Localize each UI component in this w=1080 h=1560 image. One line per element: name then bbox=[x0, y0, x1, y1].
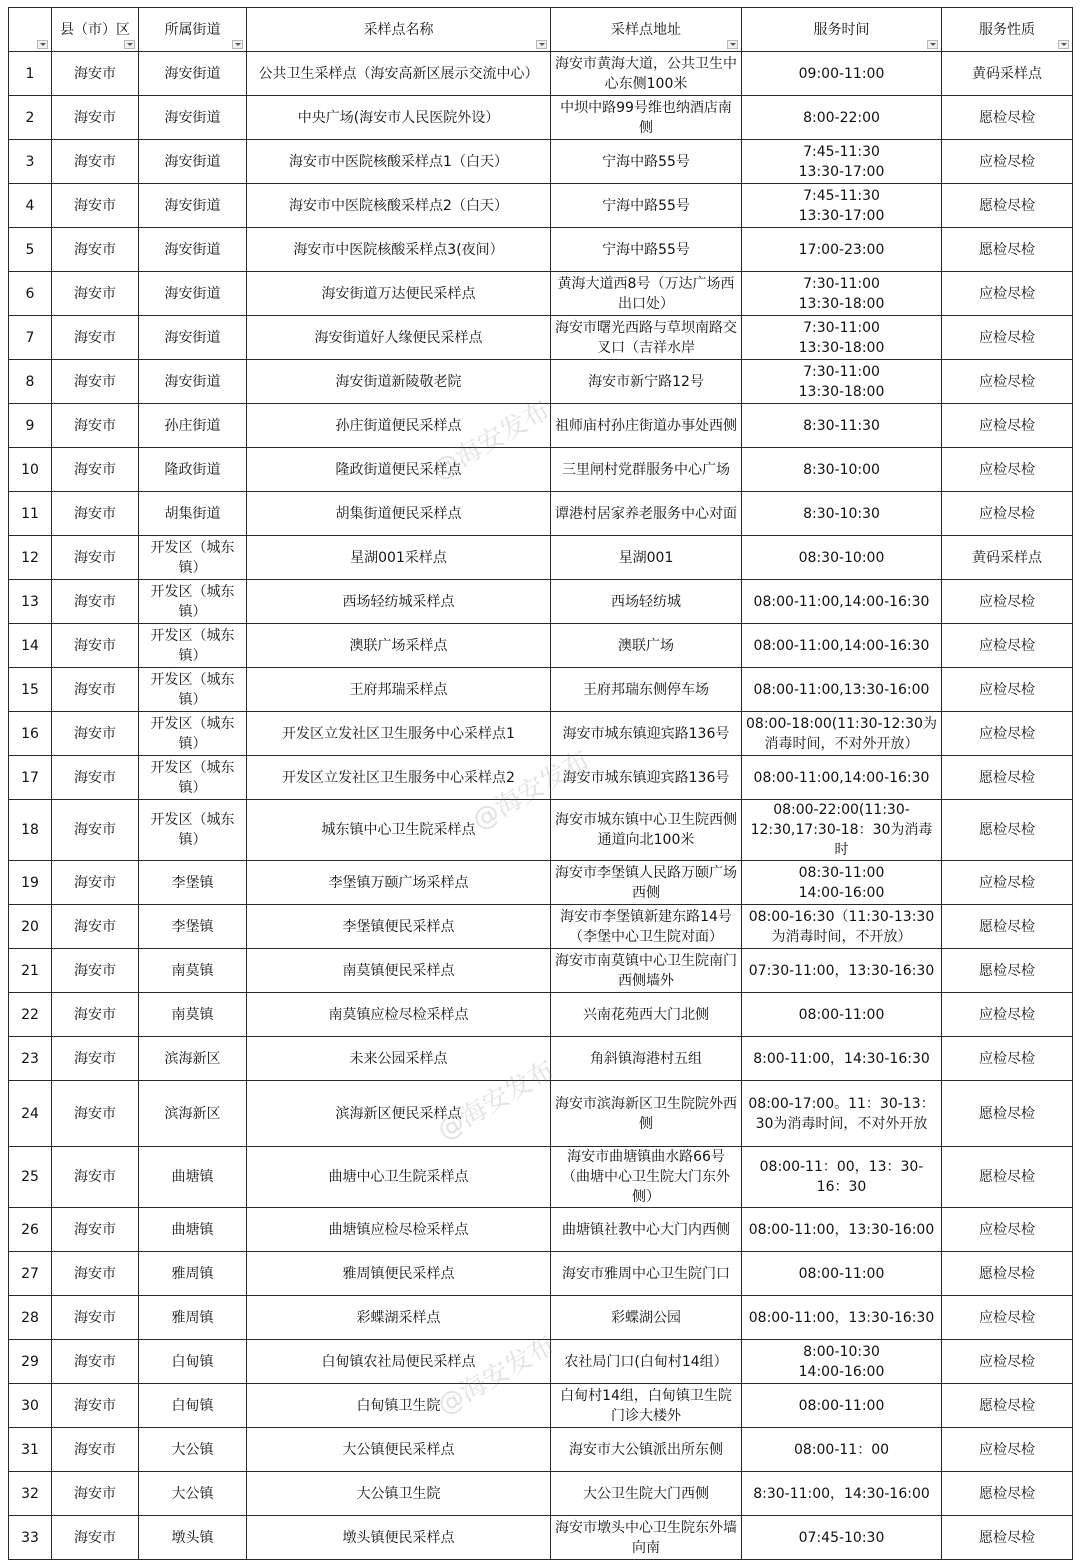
cell-street: 开发区（城东镇） bbox=[139, 712, 247, 756]
cell-index: 6 bbox=[9, 272, 52, 316]
cell-site-name: 海安街道新陵敬老院 bbox=[247, 360, 551, 404]
cell-site-address: 海安市李堡镇新建东路14号（李堡中心卫生院对面） bbox=[551, 905, 742, 949]
cell-county: 海安市 bbox=[52, 140, 139, 184]
cell-service-time: 08:00-11:00,13:30-16:00 bbox=[742, 668, 942, 712]
cell-site-address: 中坝中路99号维也纳酒店南侧 bbox=[551, 96, 742, 140]
cell-index: 2 bbox=[9, 96, 52, 140]
cell-service-time: 08:00-11:00,14:00-16:30 bbox=[742, 756, 942, 800]
table-row bbox=[9, 448, 1073, 492]
table-row bbox=[9, 536, 1073, 580]
cell-index: 10 bbox=[9, 448, 52, 492]
cell-index: 22 bbox=[9, 993, 52, 1037]
cell-index: 13 bbox=[9, 580, 52, 624]
cell-index: 33 bbox=[9, 1516, 52, 1560]
cell-service-type: 愿检尽检 bbox=[942, 1252, 1073, 1296]
cell-site-name: 白甸镇农社局便民采样点 bbox=[247, 1340, 551, 1384]
header-street: 所属街道 bbox=[139, 8, 247, 52]
cell-index: 27 bbox=[9, 1252, 52, 1296]
cell-index: 28 bbox=[9, 1296, 52, 1340]
cell-site-name: 公共卫生采样点（海安高新区展示交流中心） bbox=[247, 52, 551, 96]
cell-site-name: 大公镇卫生院 bbox=[247, 1472, 551, 1516]
cell-index: 21 bbox=[9, 949, 52, 993]
cell-county: 海安市 bbox=[52, 448, 139, 492]
cell-site-address: 谭港村居家养老服务中心对面 bbox=[551, 492, 742, 536]
cell-service-type: 应检尽检 bbox=[942, 272, 1073, 316]
cell-site-name: 海安市中医院核酸采样点2（白天） bbox=[247, 184, 551, 228]
table-row bbox=[9, 1296, 1073, 1340]
cell-site-name: 海安市中医院核酸采样点3(夜间） bbox=[247, 228, 551, 272]
cell-service-time: 09:00-11:00 bbox=[742, 52, 942, 96]
cell-street: 滨海新区 bbox=[139, 1081, 247, 1147]
cell-service-time: 8:30-10:00 bbox=[742, 448, 942, 492]
cell-service-time: 7:45-11:30 13:30-17:00 bbox=[742, 184, 942, 228]
cell-service-time: 08:00-11:00，13:30-16:00 bbox=[742, 1208, 942, 1252]
cell-service-type: 应检尽检 bbox=[942, 492, 1073, 536]
cell-county: 海安市 bbox=[52, 1340, 139, 1384]
cell-service-time: 08:00-11:00，13:30-16:30 bbox=[742, 1296, 942, 1340]
header-service-type: 服务性质 bbox=[942, 8, 1073, 52]
cell-service-time: 08:30-10:00 bbox=[742, 536, 942, 580]
cell-county: 海安市 bbox=[52, 1296, 139, 1340]
table-row bbox=[9, 1252, 1073, 1296]
table-row bbox=[9, 1081, 1073, 1147]
cell-site-name: 曲塘中心卫生院采样点 bbox=[247, 1147, 551, 1208]
cell-site-name: 大公镇便民采样点 bbox=[247, 1428, 551, 1472]
cell-service-type: 应检尽检 bbox=[942, 1296, 1073, 1340]
table-row bbox=[9, 1472, 1073, 1516]
cell-site-name: 李堡镇便民采样点 bbox=[247, 905, 551, 949]
cell-site-address: 澳联广场 bbox=[551, 624, 742, 668]
cell-service-time: 08:30-11:00 14:00-16:00 bbox=[742, 861, 942, 905]
cell-index: 23 bbox=[9, 1037, 52, 1081]
cell-street: 大公镇 bbox=[139, 1472, 247, 1516]
cell-service-type: 应检尽检 bbox=[942, 712, 1073, 756]
cell-index: 7 bbox=[9, 316, 52, 360]
cell-service-time: 7:45-11:30 13:30-17:00 bbox=[742, 140, 942, 184]
cell-site-name: 中央广场(海安市人民医院外设） bbox=[247, 96, 551, 140]
cell-service-time: 8:30-10:30 bbox=[742, 492, 942, 536]
cell-site-name: 墩头镇便民采样点 bbox=[247, 1516, 551, 1560]
cell-service-type: 愿检尽检 bbox=[942, 184, 1073, 228]
cell-site-name: 海安街道万达便民采样点 bbox=[247, 272, 551, 316]
cell-site-address: 海安市城东镇迎宾路136号 bbox=[551, 756, 742, 800]
cell-site-name: 南莫镇便民采样点 bbox=[247, 949, 551, 993]
filter-dropdown-icon[interactable] bbox=[37, 40, 48, 49]
cell-street: 开发区（城东镇） bbox=[139, 580, 247, 624]
cell-service-type: 应检尽检 bbox=[942, 1208, 1073, 1252]
cell-service-type: 应检尽检 bbox=[942, 140, 1073, 184]
table-row bbox=[9, 1037, 1073, 1081]
cell-county: 海安市 bbox=[52, 993, 139, 1037]
header-row bbox=[9, 8, 1073, 52]
table-row bbox=[9, 1516, 1073, 1560]
cell-street: 白甸镇 bbox=[139, 1340, 247, 1384]
cell-site-address: 海安市城东镇迎宾路136号 bbox=[551, 712, 742, 756]
cell-service-type: 愿检尽检 bbox=[942, 949, 1073, 993]
cell-site-name: 城东镇中心卫生院采样点 bbox=[247, 800, 551, 861]
cell-site-address: 海安市曲塘镇曲水路66号（曲塘中心卫生院大门东外侧） bbox=[551, 1147, 742, 1208]
cell-street: 开发区（城东镇） bbox=[139, 536, 247, 580]
cell-street: 开发区（城东镇） bbox=[139, 800, 247, 861]
cell-index: 30 bbox=[9, 1384, 52, 1428]
cell-street: 海安街道 bbox=[139, 140, 247, 184]
cell-site-address: 西场轻纺城 bbox=[551, 580, 742, 624]
cell-site-name: 海安街道好人缘便民采样点 bbox=[247, 316, 551, 360]
cell-street: 开发区（城东镇） bbox=[139, 624, 247, 668]
cell-street: 南莫镇 bbox=[139, 949, 247, 993]
cell-county: 海安市 bbox=[52, 712, 139, 756]
cell-site-address: 海安市大公镇派出所东侧 bbox=[551, 1428, 742, 1472]
cell-service-type: 应检尽检 bbox=[942, 993, 1073, 1037]
table-row bbox=[9, 949, 1073, 993]
cell-service-time: 08:00-11：00，13：30-16：30 bbox=[742, 1147, 942, 1208]
cell-site-address: 王府邦瑞东侧停车场 bbox=[551, 668, 742, 712]
cell-site-address: 海安市雅周中心卫生院门口 bbox=[551, 1252, 742, 1296]
cell-site-address: 黄海大道西8号（万达广场西出口处） bbox=[551, 272, 742, 316]
cell-site-name: 南莫镇应检尽检采样点 bbox=[247, 993, 551, 1037]
cell-site-address: 兴南花苑西大门北侧 bbox=[551, 993, 742, 1037]
header-index bbox=[9, 8, 52, 52]
cell-service-time: 08:00-18:00(11:30-12:30为消毒时间，不对外开放） bbox=[742, 712, 942, 756]
cell-service-type: 愿检尽检 bbox=[942, 1384, 1073, 1428]
cell-site-address: 海安市南莫镇中心卫生院南门西侧墙外 bbox=[551, 949, 742, 993]
cell-service-type: 愿检尽检 bbox=[942, 1147, 1073, 1208]
cell-county: 海安市 bbox=[52, 668, 139, 712]
cell-service-time: 08:00-11:00 bbox=[742, 1384, 942, 1428]
cell-service-time: 08:00-11：00 bbox=[742, 1428, 942, 1472]
cell-index: 3 bbox=[9, 140, 52, 184]
cell-county: 海安市 bbox=[52, 1516, 139, 1560]
cell-street: 开发区（城东镇） bbox=[139, 668, 247, 712]
cell-service-time: 8:00-11:00，14:30-16:30 bbox=[742, 1037, 942, 1081]
cell-county: 海安市 bbox=[52, 404, 139, 448]
cell-site-address: 海安市新宁路12号 bbox=[551, 360, 742, 404]
cell-service-type: 应检尽检 bbox=[942, 316, 1073, 360]
cell-site-name: 隆政街道便民采样点 bbox=[247, 448, 551, 492]
cell-site-name: 开发区立发社区卫生服务中心采样点2 bbox=[247, 756, 551, 800]
cell-site-address: 海安市滨海新区卫生院院外西侧 bbox=[551, 1081, 742, 1147]
cell-service-type: 应检尽检 bbox=[942, 861, 1073, 905]
cell-site-name: 海安市中医院核酸采样点1（白天） bbox=[247, 140, 551, 184]
cell-site-address: 海安市李堡镇人民路万颐广场西侧 bbox=[551, 861, 742, 905]
cell-service-type: 黄码采样点 bbox=[942, 536, 1073, 580]
cell-street: 滨海新区 bbox=[139, 1037, 247, 1081]
cell-service-time: 08:00-11:00,14:00-16:30 bbox=[742, 624, 942, 668]
cell-site-address: 宁海中路55号 bbox=[551, 140, 742, 184]
cell-index: 31 bbox=[9, 1428, 52, 1472]
cell-service-time: 08:00-16:30（11:30-13:30为消毒时间，不开放） bbox=[742, 905, 942, 949]
cell-index: 12 bbox=[9, 536, 52, 580]
cell-index: 9 bbox=[9, 404, 52, 448]
cell-street: 李堡镇 bbox=[139, 861, 247, 905]
cell-index: 32 bbox=[9, 1472, 52, 1516]
cell-index: 26 bbox=[9, 1208, 52, 1252]
cell-site-name: 彩蝶湖采样点 bbox=[247, 1296, 551, 1340]
cell-street: 李堡镇 bbox=[139, 905, 247, 949]
cell-index: 5 bbox=[9, 228, 52, 272]
table-row bbox=[9, 360, 1073, 404]
cell-service-type: 愿检尽检 bbox=[942, 1472, 1073, 1516]
cell-street: 胡集街道 bbox=[139, 492, 247, 536]
cell-street: 南莫镇 bbox=[139, 993, 247, 1037]
cell-service-time: 8:00-10:30 14:00-16:00 bbox=[742, 1340, 942, 1384]
table-row bbox=[9, 993, 1073, 1037]
cell-index: 25 bbox=[9, 1147, 52, 1208]
cell-service-time: 17:00-23:00 bbox=[742, 228, 942, 272]
cell-service-type: 应检尽检 bbox=[942, 360, 1073, 404]
cell-street: 雅周镇 bbox=[139, 1252, 247, 1296]
cell-site-name: 未来公园采样点 bbox=[247, 1037, 551, 1081]
cell-site-name: 星湖001采样点 bbox=[247, 536, 551, 580]
cell-site-name: 雅周镇便民采样点 bbox=[247, 1252, 551, 1296]
cell-site-address: 大公卫生院大门西侧 bbox=[551, 1472, 742, 1516]
cell-service-type: 愿检尽检 bbox=[942, 800, 1073, 861]
table-row bbox=[9, 712, 1073, 756]
header-county: 县（市）区 bbox=[52, 8, 139, 52]
cell-street: 大公镇 bbox=[139, 1428, 247, 1472]
cell-service-time: 08:00-11:00 bbox=[742, 1252, 942, 1296]
cell-site-address: 海安市黄海大道，公共卫生中心东侧100米 bbox=[551, 52, 742, 96]
cell-street: 雅周镇 bbox=[139, 1296, 247, 1340]
cell-service-type: 应检尽检 bbox=[942, 624, 1073, 668]
table-row bbox=[9, 184, 1073, 228]
filter-dropdown-icon[interactable] bbox=[536, 40, 547, 49]
cell-service-type: 黄码采样点 bbox=[942, 52, 1073, 96]
cell-county: 海安市 bbox=[52, 1252, 139, 1296]
cell-site-address: 彩蝶湖公园 bbox=[551, 1296, 742, 1340]
cell-site-name: 滨海新区便民采样点 bbox=[247, 1081, 551, 1147]
filter-dropdown-icon[interactable] bbox=[124, 40, 135, 49]
cell-county: 海安市 bbox=[52, 1081, 139, 1147]
cell-service-time: 7:30-11:00 13:30-18:00 bbox=[742, 360, 942, 404]
cell-site-address: 宁海中路55号 bbox=[551, 228, 742, 272]
table-row bbox=[9, 404, 1073, 448]
header-site-name: 采样点名称 bbox=[247, 8, 551, 52]
table-row bbox=[9, 96, 1073, 140]
cell-site-name: 王府邦瑞采样点 bbox=[247, 668, 551, 712]
cell-site-address: 星湖001 bbox=[551, 536, 742, 580]
cell-site-address: 曲塘镇社教中心大门内西侧 bbox=[551, 1208, 742, 1252]
watermark-text: @海安发布 bbox=[432, 1330, 561, 1422]
cell-index: 15 bbox=[9, 668, 52, 712]
watermark-text: @海安发布 bbox=[427, 395, 556, 487]
cell-index: 17 bbox=[9, 756, 52, 800]
cell-site-address: 三里闸村党群服务中心广场 bbox=[551, 448, 742, 492]
cell-service-type: 愿检尽检 bbox=[942, 228, 1073, 272]
table-row bbox=[9, 800, 1073, 861]
cell-county: 海安市 bbox=[52, 861, 139, 905]
table-row bbox=[9, 272, 1073, 316]
cell-county: 海安市 bbox=[52, 1208, 139, 1252]
cell-county: 海安市 bbox=[52, 1384, 139, 1428]
table-row bbox=[9, 1147, 1073, 1208]
cell-county: 海安市 bbox=[52, 1037, 139, 1081]
cell-site-name: 西场轻纺城采样点 bbox=[247, 580, 551, 624]
cell-service-type: 愿检尽检 bbox=[942, 756, 1073, 800]
cell-service-type: 愿检尽检 bbox=[942, 96, 1073, 140]
cell-county: 海安市 bbox=[52, 580, 139, 624]
filter-dropdown-icon[interactable] bbox=[232, 40, 243, 49]
cell-county: 海安市 bbox=[52, 96, 139, 140]
cell-county: 海安市 bbox=[52, 536, 139, 580]
table-row bbox=[9, 1384, 1073, 1428]
cell-county: 海安市 bbox=[52, 316, 139, 360]
cell-street: 海安街道 bbox=[139, 184, 247, 228]
cell-service-time: 8:30-11:00，14:30-16:00 bbox=[742, 1472, 942, 1516]
table-row bbox=[9, 316, 1073, 360]
cell-site-address: 角斜镇海港村五组 bbox=[551, 1037, 742, 1081]
cell-site-name: 胡集街道便民采样点 bbox=[247, 492, 551, 536]
watermark-text: @海安发布 bbox=[467, 745, 596, 837]
table-row bbox=[9, 861, 1073, 905]
watermark-text: @海安发布 bbox=[432, 1055, 561, 1147]
cell-site-name: 孙庄街道便民采样点 bbox=[247, 404, 551, 448]
cell-site-address: 宁海中路55号 bbox=[551, 184, 742, 228]
cell-county: 海安市 bbox=[52, 624, 139, 668]
table-row bbox=[9, 228, 1073, 272]
cell-site-name: 曲塘镇应检尽检采样点 bbox=[247, 1208, 551, 1252]
table-row bbox=[9, 624, 1073, 668]
cell-street: 海安街道 bbox=[139, 360, 247, 404]
cell-site-name: 开发区立发社区卫生服务中心采样点1 bbox=[247, 712, 551, 756]
cell-site-address: 海安市城东镇中心卫生院西侧通道向北100米 bbox=[551, 800, 742, 861]
table-row bbox=[9, 140, 1073, 184]
cell-service-type: 应检尽检 bbox=[942, 448, 1073, 492]
filter-dropdown-icon[interactable] bbox=[727, 40, 738, 49]
cell-site-name: 李堡镇万颐广场采样点 bbox=[247, 861, 551, 905]
cell-service-time: 7:30-11:00 13:30-18:00 bbox=[742, 316, 942, 360]
cell-index: 4 bbox=[9, 184, 52, 228]
cell-street: 开发区（城东镇） bbox=[139, 756, 247, 800]
cell-street: 隆政街道 bbox=[139, 448, 247, 492]
cell-county: 海安市 bbox=[52, 228, 139, 272]
cell-site-address: 祖师庙村孙庄街道办事处西侧 bbox=[551, 404, 742, 448]
cell-service-type: 应检尽检 bbox=[942, 1428, 1073, 1472]
cell-index: 1 bbox=[9, 52, 52, 96]
cell-county: 海安市 bbox=[52, 360, 139, 404]
cell-street: 曲塘镇 bbox=[139, 1147, 247, 1208]
cell-site-address: 白甸村14组，白甸镇卫生院门诊大楼外 bbox=[551, 1384, 742, 1428]
cell-street: 孙庄街道 bbox=[139, 404, 247, 448]
cell-street: 海安街道 bbox=[139, 96, 247, 140]
cell-service-time: 08:00-11:00 bbox=[742, 993, 942, 1037]
cell-street: 曲塘镇 bbox=[139, 1208, 247, 1252]
cell-service-type: 应检尽检 bbox=[942, 1037, 1073, 1081]
cell-index: 20 bbox=[9, 905, 52, 949]
header-site-address: 采样点地址 bbox=[551, 8, 742, 52]
cell-index: 16 bbox=[9, 712, 52, 756]
sampling-points-table bbox=[8, 7, 1073, 1560]
filter-dropdown-icon[interactable] bbox=[1058, 40, 1069, 49]
cell-service-time: 7:30-11:00 13:30-18:00 bbox=[742, 272, 942, 316]
cell-service-time: 08:00-17:00。11：30-13：30为消毒时间，不对外开放 bbox=[742, 1081, 942, 1147]
cell-service-time: 07:30-11:00，13:30-16:30 bbox=[742, 949, 942, 993]
table-row bbox=[9, 492, 1073, 536]
cell-street: 海安街道 bbox=[139, 228, 247, 272]
cell-site-address: 海安市曙光西路与草坝南路交叉口（吉祥水岸 bbox=[551, 316, 742, 360]
cell-county: 海安市 bbox=[52, 272, 139, 316]
cell-service-type: 愿检尽检 bbox=[942, 1516, 1073, 1560]
table-row bbox=[9, 580, 1073, 624]
table-body bbox=[9, 52, 1073, 1560]
header-service-time: 服务时间 bbox=[742, 8, 942, 52]
cell-index: 14 bbox=[9, 624, 52, 668]
cell-index: 19 bbox=[9, 861, 52, 905]
cell-service-time: 8:30-11:30 bbox=[742, 404, 942, 448]
cell-county: 海安市 bbox=[52, 905, 139, 949]
table-row bbox=[9, 756, 1073, 800]
cell-service-type: 愿检尽检 bbox=[942, 905, 1073, 949]
cell-index: 11 bbox=[9, 492, 52, 536]
cell-street: 白甸镇 bbox=[139, 1384, 247, 1428]
cell-county: 海安市 bbox=[52, 1147, 139, 1208]
cell-service-type: 愿检尽检 bbox=[942, 1081, 1073, 1147]
cell-index: 24 bbox=[9, 1081, 52, 1147]
cell-service-time: 8:00-22:00 bbox=[742, 96, 942, 140]
cell-county: 海安市 bbox=[52, 52, 139, 96]
cell-county: 海安市 bbox=[52, 756, 139, 800]
filter-dropdown-icon[interactable] bbox=[927, 40, 938, 49]
cell-street: 墩头镇 bbox=[139, 1516, 247, 1560]
cell-county: 海安市 bbox=[52, 492, 139, 536]
cell-index: 8 bbox=[9, 360, 52, 404]
cell-service-type: 应检尽检 bbox=[942, 668, 1073, 712]
table-row bbox=[9, 1340, 1073, 1384]
cell-street: 海安街道 bbox=[139, 316, 247, 360]
cell-service-time: 07:45-10:30 bbox=[742, 1516, 942, 1560]
cell-service-type: 应检尽检 bbox=[942, 580, 1073, 624]
cell-county: 海安市 bbox=[52, 184, 139, 228]
table-row bbox=[9, 52, 1073, 96]
cell-county: 海安市 bbox=[52, 1428, 139, 1472]
cell-county: 海安市 bbox=[52, 949, 139, 993]
table-row bbox=[9, 1208, 1073, 1252]
cell-service-type: 应检尽检 bbox=[942, 1340, 1073, 1384]
cell-service-time: 08:00-22:00(11:30-12:30,17:30-18：30为消毒时 bbox=[742, 800, 942, 861]
cell-index: 29 bbox=[9, 1340, 52, 1384]
cell-site-name: 澳联广场采样点 bbox=[247, 624, 551, 668]
table-row bbox=[9, 668, 1073, 712]
cell-index: 18 bbox=[9, 800, 52, 861]
cell-site-address: 农社局门口(白甸村14组） bbox=[551, 1340, 742, 1384]
table-row bbox=[9, 1428, 1073, 1472]
cell-street: 海安街道 bbox=[139, 272, 247, 316]
table-row bbox=[9, 905, 1073, 949]
cell-street: 海安街道 bbox=[139, 52, 247, 96]
cell-service-time: 08:00-11:00,14:00-16:30 bbox=[742, 580, 942, 624]
cell-site-address: 海安市墩头中心卫生院东外墙向南 bbox=[551, 1516, 742, 1560]
cell-county: 海安市 bbox=[52, 1472, 139, 1516]
cell-site-name: 白甸镇卫生院 bbox=[247, 1384, 551, 1428]
cell-county: 海安市 bbox=[52, 800, 139, 861]
cell-service-type: 应检尽检 bbox=[942, 404, 1073, 448]
